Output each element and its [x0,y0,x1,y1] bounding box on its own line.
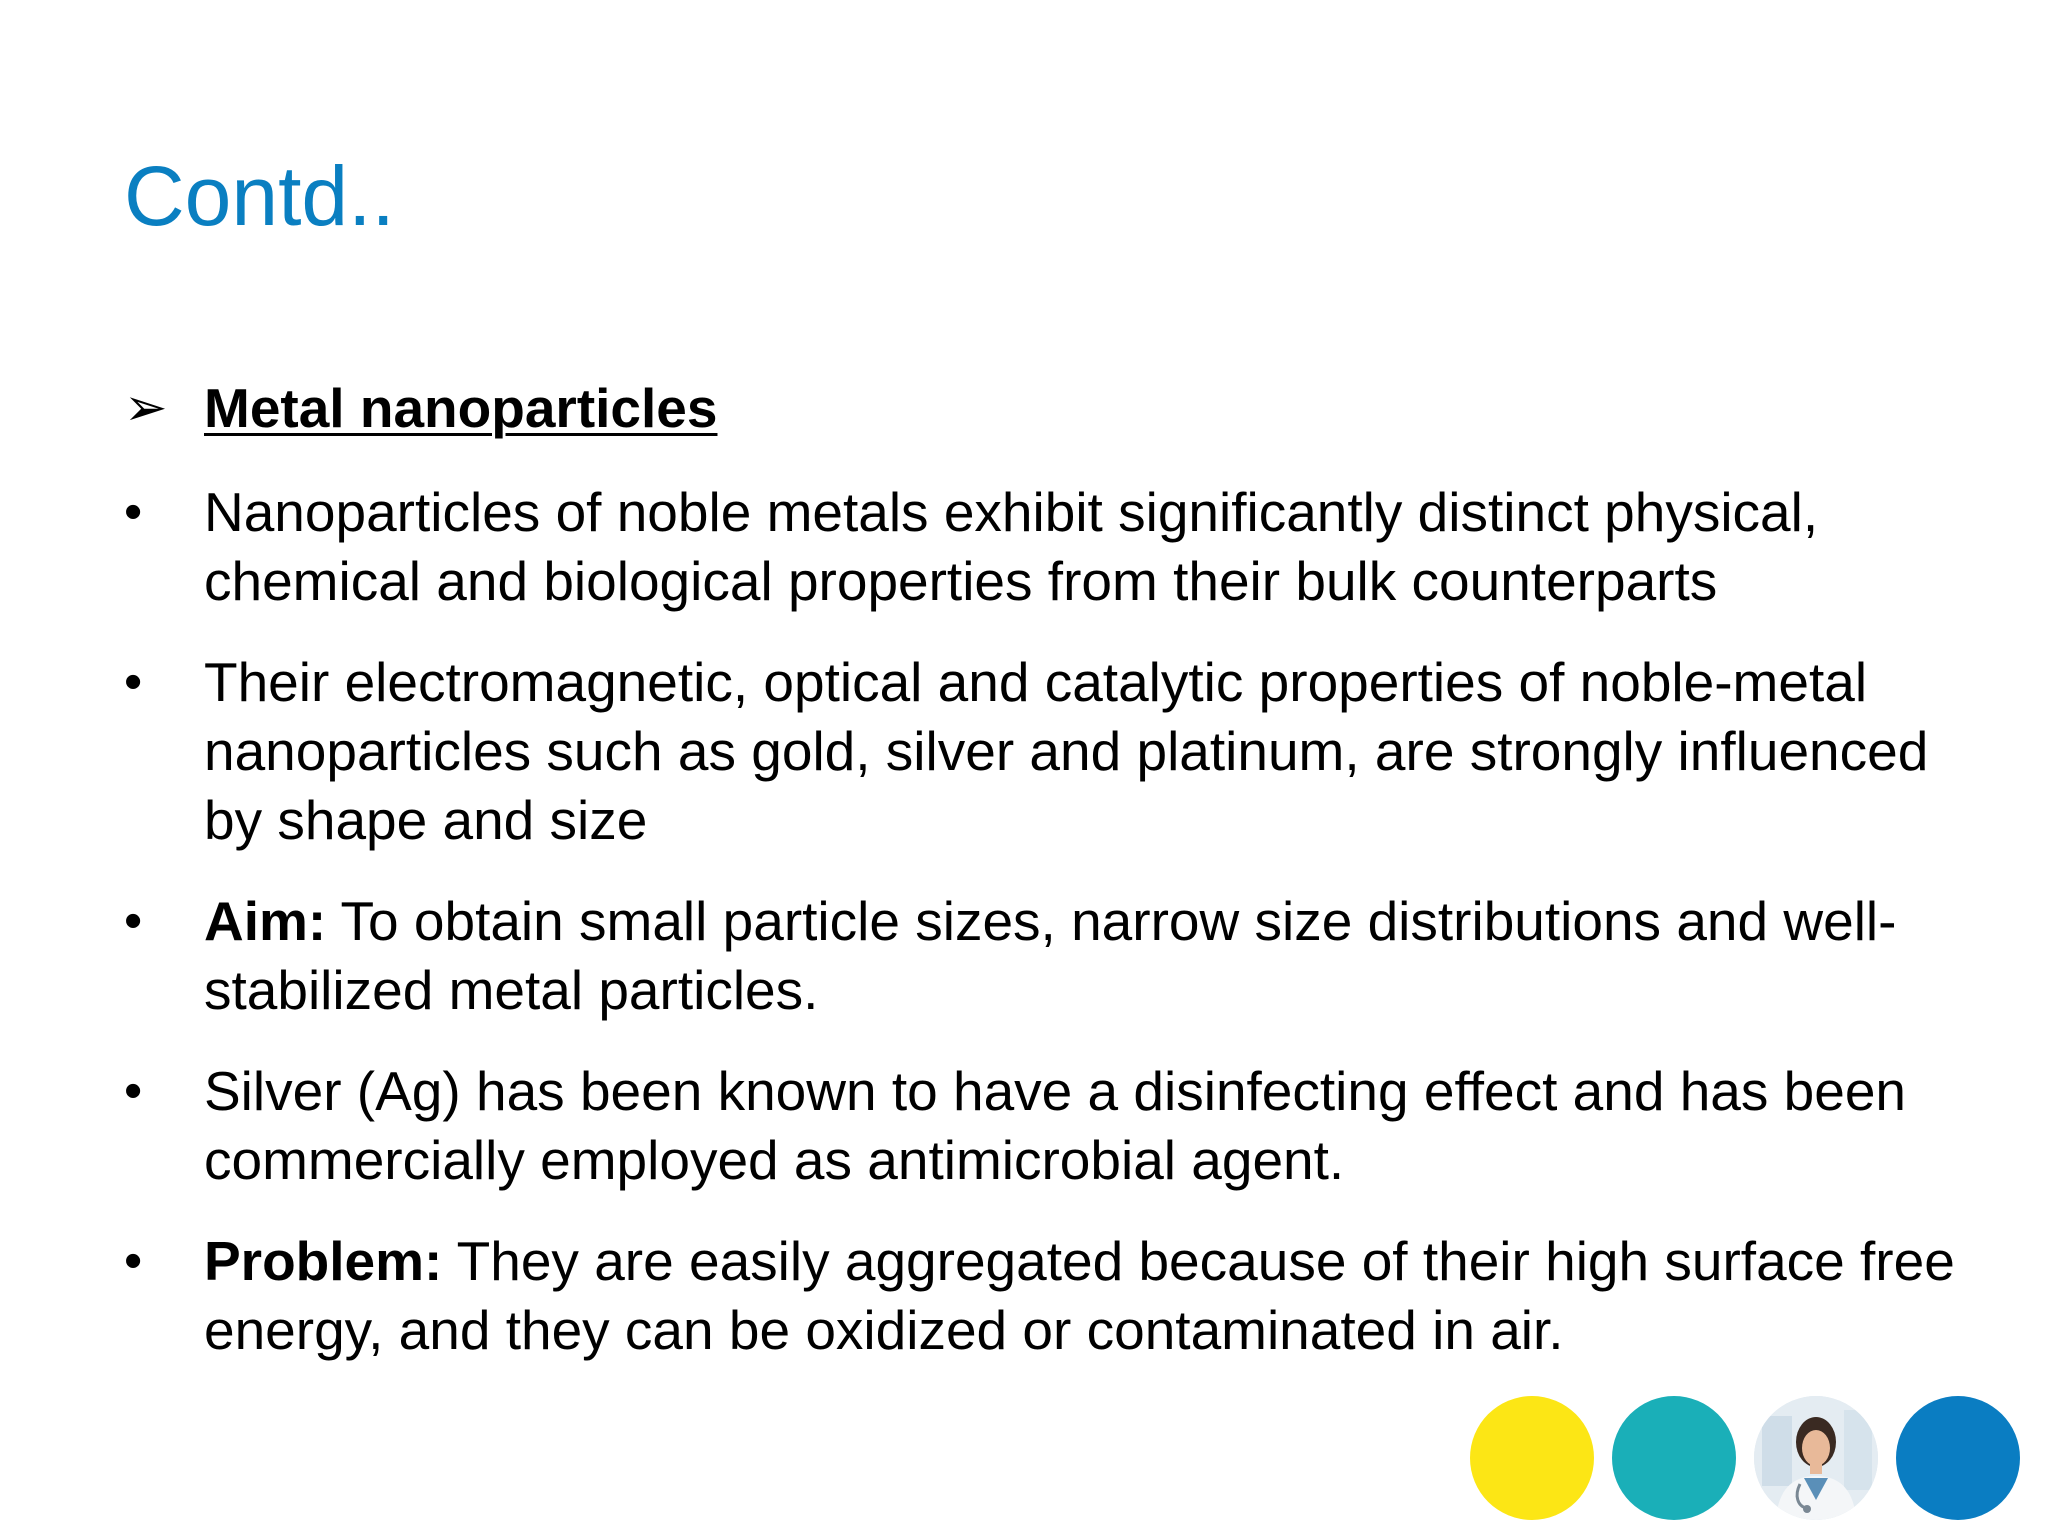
bullet-label: Aim: [204,890,327,952]
bullet-dot-icon: • [124,653,143,711]
bullet-label: Problem: [204,1230,443,1292]
bullet-item [124,1057,1984,1195]
doctor-illustration [1754,1396,1878,1520]
section-heading-row [124,370,1984,446]
blue-circle-icon [1896,1396,2020,1520]
section-heading: Metal nanoparticles [204,377,718,439]
doctor-photo-icon [1754,1396,1878,1520]
bullet-content: Silver (Ag) has been known to have a disinfecting effect and has been commercially employed as antimicrobial agent. [204,1060,1907,1191]
bullet-item [124,1227,1984,1365]
bullet-content: To obtain small particle sizes, narrow size distributions and well-stabilized metal particles. [204,890,1897,1021]
bullet-content: They are easily aggregated because of their high surface free energy, and they can be oxidized or contaminated in air. [204,1230,1955,1361]
bullet-item [124,648,1984,855]
slide-content [124,370,1984,1365]
bullet-dot-icon: • [124,1232,143,1290]
bullet-content: Nanoparticles of noble metals exhibit significantly distinct physical, chemical and biological properties from their bulk counterparts [204,481,1819,612]
bullet-item [124,887,1984,1025]
bullet-item [124,478,1984,616]
teal-circle-icon [1612,1396,1736,1520]
bullet-dot-icon: • [124,892,143,950]
bullet-text [204,478,1964,616]
bullet-dot-icon: • [124,1062,143,1120]
bullet-text [204,1227,1964,1365]
slide-title: Contd.. [124,149,395,243]
bullet-text [204,1057,1964,1195]
arrow-bullet-icon: ➢ [124,379,168,437]
bullet-text [204,648,1964,855]
bullet-content: Their electromagnetic, optical and catalytic properties of noble-metal nanoparticles such as gold, silver and platinum, are strongly influenced by shape and size [204,651,1929,851]
bullet-list [124,478,1984,1365]
bullet-dot-icon: • [124,483,143,541]
yellow-circle-icon [1470,1396,1594,1520]
bullet-text [204,887,1964,1025]
